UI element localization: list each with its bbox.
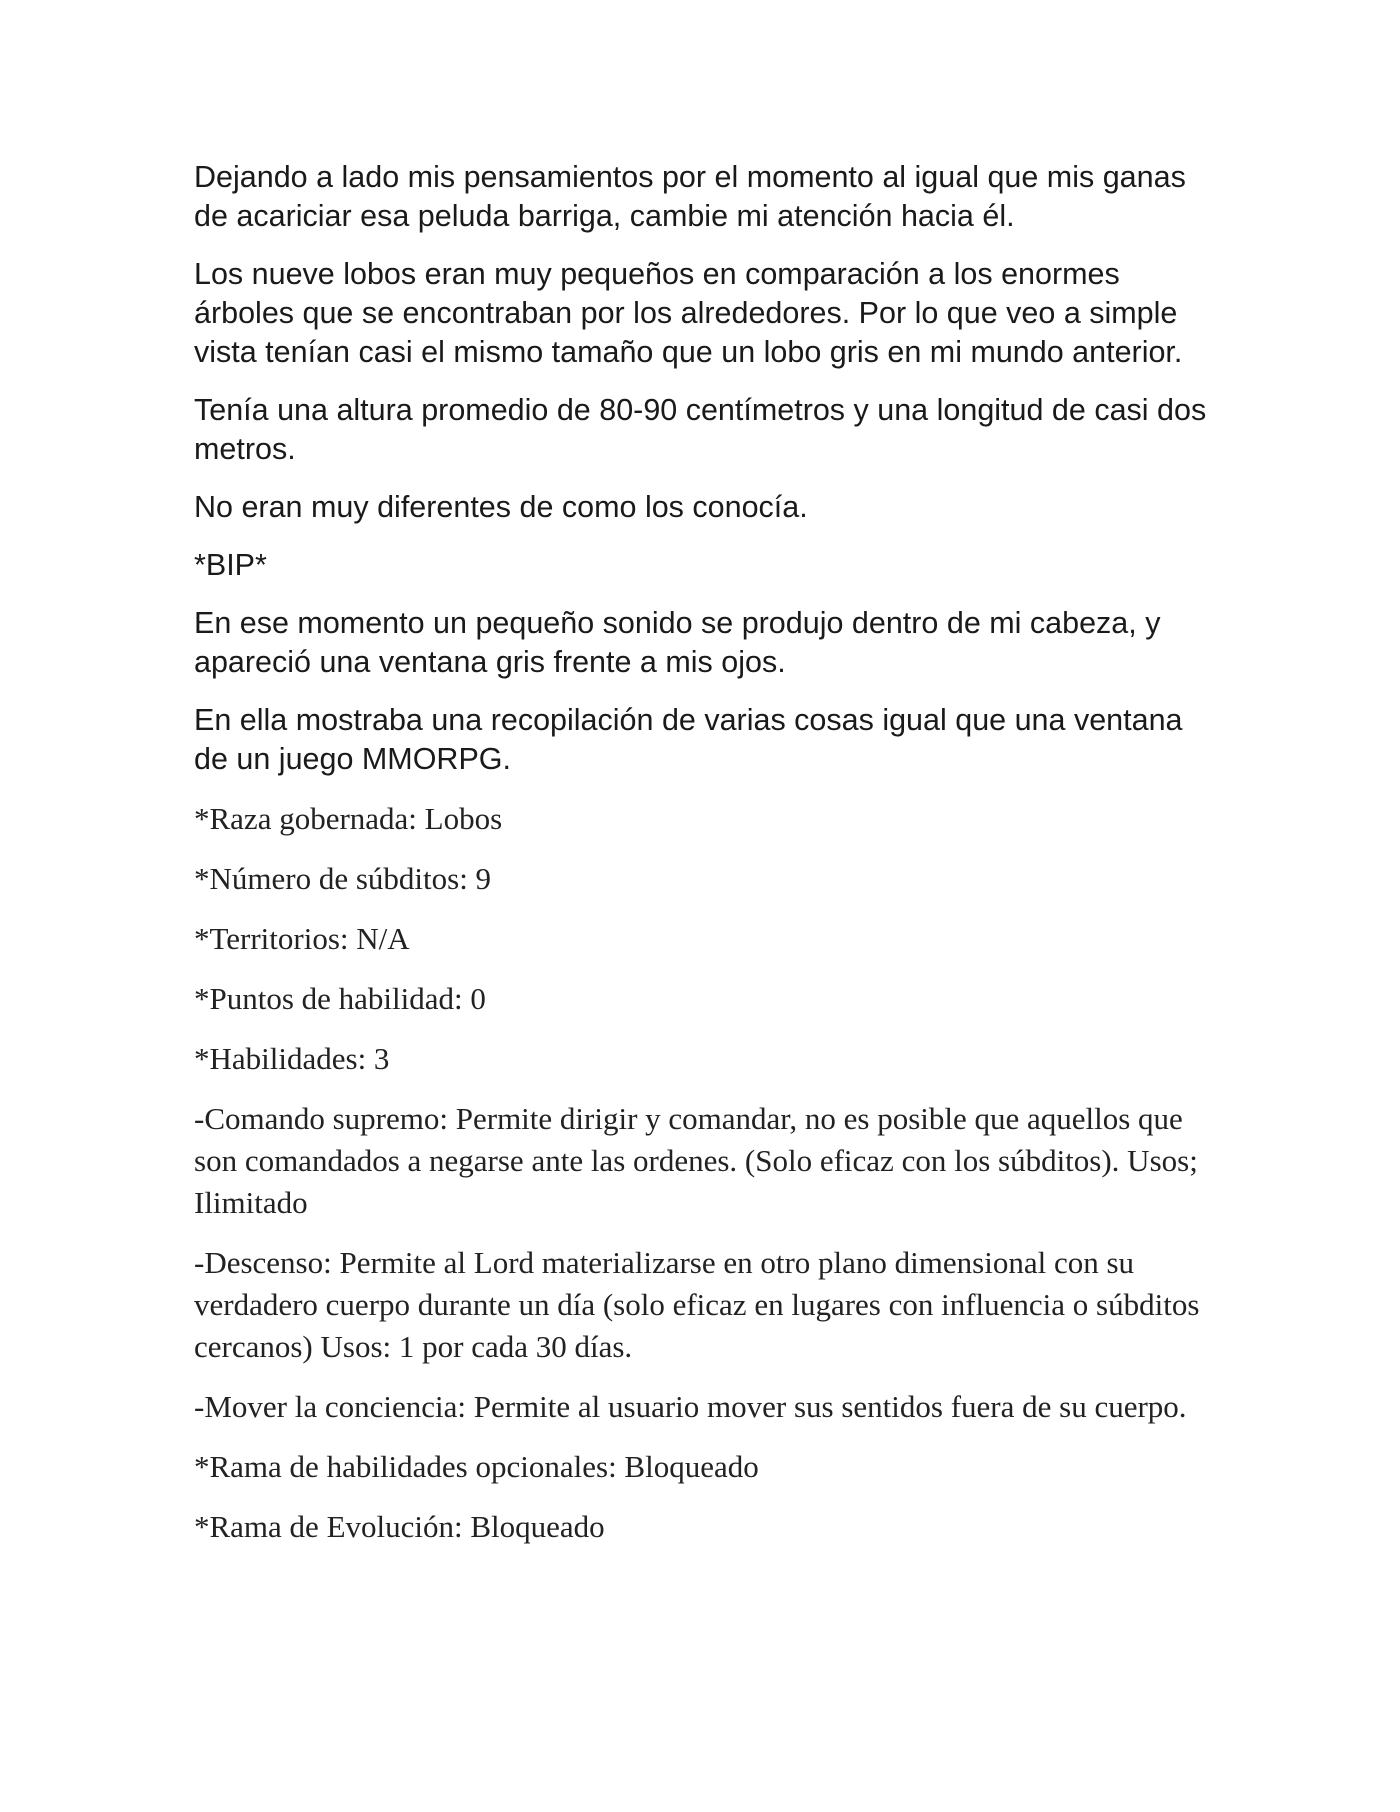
paragraph: Los nueve lobos eran muy pequeños en comparación a los enormes árboles que se encontraban por los alrededores. Por lo que veo a simple vista tenían casi el mismo tamaño que un lobo gris en mi mundo anterior.	[194, 257, 1183, 369]
status-line: *Rama de habilidades opcionales: Bloqueado	[194, 1449, 759, 1484]
status-line: *Número de súbditos: 9	[194, 861, 492, 896]
document-page	[194, 158, 1224, 1566]
paragraph: Tenía una altura promedio de 80-90 centímetros y una longitud de casi dos metros.	[194, 393, 1207, 466]
paragraph: En ese momento un pequeño sonido se produjo dentro de mi cabeza, y apareció una ventana gris frente a mis ojos.	[194, 606, 1161, 679]
status-line: *Habilidades: 3	[194, 1041, 390, 1076]
status-line: *Rama de Evolución: Bloqueado	[194, 1509, 605, 1544]
skill-description: -Mover la conciencia: Permite al usuario mover sus sentidos fuera de su cuerpo.	[194, 1389, 1187, 1424]
skill-description: -Descenso: Permite al Lord materializarse en otro plano dimensional con su verdadero cuerpo durante un día (solo eficaz en lugares con influencia o súbditos cercanos) Usos: 1 por cada 30 días.	[194, 1245, 1200, 1364]
paragraph: No eran muy diferentes de como los conocía.	[194, 490, 808, 524]
skill-description: -Comando supremo: Permite dirigir y comandar, no es posible que aquellos que son comandados a negarse ante las ordenes. (Solo eficaz con los súbditos). Usos; Ilimitado	[194, 1101, 1198, 1220]
status-line: *Territorios: N/A	[194, 921, 410, 956]
status-line: *Puntos de habilidad: 0	[194, 981, 486, 1016]
paragraph: En ella mostraba una recopilación de varias cosas igual que una ventana de un juego MMORPG.	[194, 703, 1183, 776]
paragraph: Dejando a lado mis pensamientos por el momento al igual que mis ganas de acariciar esa peluda barriga, cambie mi atención hacia él.	[194, 160, 1186, 233]
status-line: *Raza gobernada: Lobos	[194, 801, 503, 836]
paragraph: *BIP*	[194, 548, 267, 582]
